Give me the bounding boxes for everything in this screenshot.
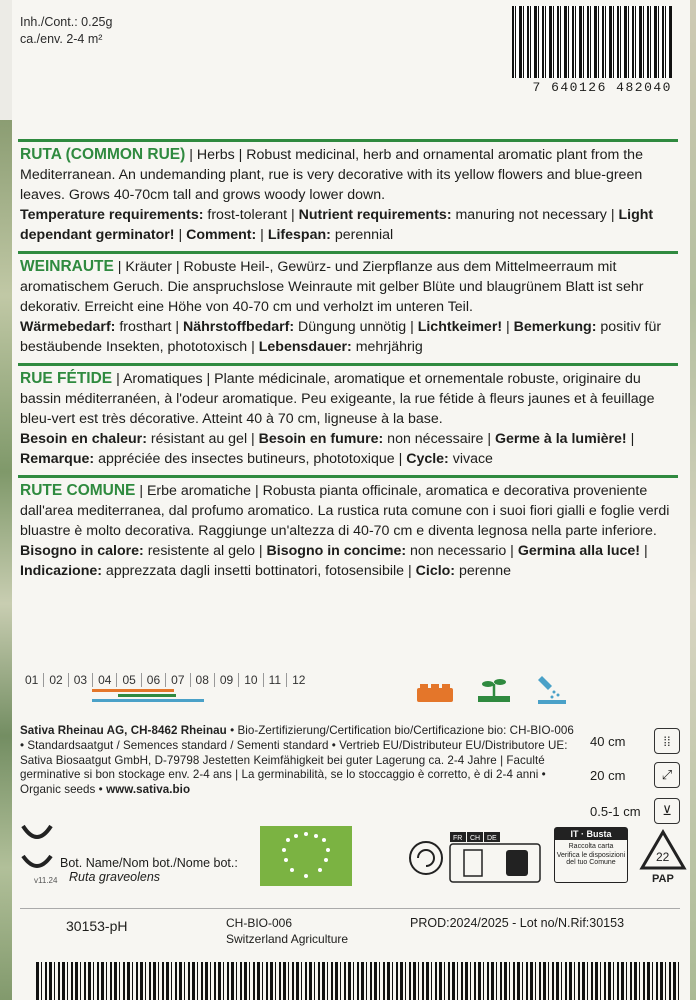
company-info — [20, 724, 576, 798]
row-spacing-icon: ⁞⁞ — [654, 728, 680, 754]
direct-sowing-icon — [532, 672, 572, 706]
light-label: Germina alla luce! — [517, 543, 641, 559]
month: 02 — [43, 673, 67, 687]
plant-spacing-icon: ⤢ — [654, 762, 680, 788]
seed-tray-icon — [415, 674, 455, 708]
spec-row-spacing — [590, 728, 680, 754]
lifespan-value: perennial — [330, 227, 394, 243]
country-de: DE — [487, 835, 497, 842]
section-german — [18, 251, 678, 363]
busta-line1: Raccolta carta — [568, 843, 614, 850]
planting-icon — [474, 672, 514, 706]
month: 05 — [116, 673, 140, 687]
variety-name: RUTA (COMMON RUE) — [20, 146, 186, 163]
lifespan-value: mehrjährig — [351, 339, 423, 355]
company-details: • Bio-Zertifizierung/Certification bio/Certificazione bio: CH-BIO-006 • Standardsaatgut / Semences standard / Sementi standard • Vertrieb EU/Distributeur EU/Distributore UE: Sativa Biosaatgut GmbH, D-79798 Jestetten Keimfähigkeit bei guter Lagerung ca. 2-4 Jahre | Faculté germinative si bon stockage env. 2-4 ans | La germinabilità, se lo stoccaggio è corretto, è di 2-4 anni • Organic seeds • — [20, 724, 574, 797]
version-code: v11.24 — [34, 876, 58, 885]
ean-number: 7 640126 482040 — [532, 80, 672, 95]
variety-intro: | Herbs | Robust medicinal, herb and ornamental aromatic plant from the Mediterranean. An undemanding plant, rue is very decorative with its yellow flowers and blue-green leaves. Grows 40-70cm tall and grows woody lower down. — [20, 147, 643, 203]
content-weight: Inh./Cont.: 0.25g — [20, 15, 113, 29]
nutrient-label: Bisogno in concime: — [266, 543, 407, 559]
section-french — [18, 363, 678, 475]
temp-label: Bisogno in calore: — [20, 543, 144, 559]
nutrient-value: Düngung unnötig | — [294, 319, 418, 335]
temp-label: Besoin en chaleur: — [20, 431, 147, 447]
lifespan-label: Cycle: — [406, 451, 449, 467]
temp-label: Wärmebedarf: — [20, 319, 116, 335]
coverage-area: ca./env. 2-4 m² — [20, 32, 103, 46]
section-italian — [18, 475, 678, 587]
variety-name: WEINRAUTE — [20, 258, 114, 275]
sativa-arc-icon — [20, 852, 54, 874]
temp-value: frosthart | — [115, 319, 183, 335]
light-label: Lichtkeimer! — [417, 319, 503, 335]
lifespan-value: vivace — [448, 451, 493, 467]
lifespan-label: Ciclo: — [415, 563, 456, 579]
comment-value: appréciée des insectes butineurs, phototoxique | — [94, 451, 407, 467]
temp-label: Temperature requirements: — [20, 207, 204, 223]
certification-block — [226, 915, 348, 947]
seed-packet-back — [12, 0, 690, 1000]
nutrient-value: manuring not necessary | — [451, 207, 619, 223]
eu-organic-leaf-icon — [260, 826, 352, 886]
month: 11 — [263, 673, 286, 687]
month: 12 — [286, 673, 310, 687]
description-sections — [18, 139, 678, 587]
triman-recycling-icon — [406, 828, 546, 884]
light-label: Light dependant germinator! — [20, 207, 654, 243]
sowing-tray-period-bar — [92, 689, 174, 692]
month: 04 — [92, 673, 116, 687]
spec-plant-spacing — [590, 762, 680, 788]
variety-name: RUE FÉTIDE — [20, 370, 113, 387]
company-website: www.sativa.bio — [106, 783, 191, 797]
month: 09 — [214, 673, 238, 687]
month: 08 — [190, 673, 214, 687]
variety-intro: | Erbe aromatiche | Robusta pianta officinale, aromatica e decorativa proveniente dall'area mediterranea, dal profumo aromatico. La rustica ruta comune con i suoi fiori gialli e foglie verdi bluastre è molto decorativa. Raggiunge un'altezza di 40-70 cm e diventa legnosa nella parte inferiore. — [20, 483, 670, 539]
busta-name: Busta — [586, 829, 612, 839]
direct-sowing-period-bar — [92, 699, 204, 702]
ean-barcode — [512, 6, 672, 95]
busta-it: IT — [570, 829, 579, 839]
sativa-arc-icon — [20, 822, 54, 846]
comment-value: positiv für bestäubende Insekten, phototoxisch | — [20, 319, 662, 355]
comment-value: apprezzata dagli insetti bottinatori, fotosensibile | — [101, 563, 416, 579]
sowing-depth-value: 0.5-1 cm — [590, 803, 641, 819]
nutrient-label: Nährstoffbedarf: — [182, 319, 295, 335]
sowing-depth-icon: ⊻ — [654, 798, 680, 824]
comment-label: Indicazione: — [20, 563, 102, 579]
package-content-info — [20, 14, 112, 48]
latin-name: Ruta graveolens — [69, 870, 161, 884]
certification-code: CH-BIO-006 — [226, 916, 293, 930]
article-number: 30153-pH — [66, 918, 128, 934]
country-ch: CH — [470, 835, 481, 842]
agriculture-origin: Switzerland Agriculture — [226, 932, 349, 946]
comment-label: Bemerkung: — [513, 319, 597, 335]
month-calendar — [20, 673, 310, 687]
botanical-label: Bot. Name/Nom bot./Nome bot.: — [60, 856, 238, 870]
italian-disposal-label — [554, 827, 628, 883]
plant-spacing-value: 20 cm — [590, 767, 626, 783]
nutrient-value: non nécessaire | — [383, 431, 495, 447]
variety-intro: | Kräuter | Robuste Heil-, Gewürz- und Zierpflanze aus dem Mittelmeerraum mit aromatischem Geruch. Die anspruchslose Weinraute mit gelber Blüte und blaugrünem Blatt ist sehr dekorativ. Erreicht eine Höhe von 40-70 cm und verholzt im unteren Teil. — [20, 259, 644, 315]
variety-intro: | Aromatiques | Plante médicinale, aromatique et ornementale robuste, originaire du bassin méditerranéen, à l'odeur aromatique. Peu exigeante, la rue fétide à fleurs jaunes et à feuillage bleu-vert est très décorative. Atteint 40 à 70 cm, ligneuse à la base. — [20, 371, 655, 427]
month: 01 — [25, 673, 39, 687]
temp-value: résistant au gel | — [146, 431, 259, 447]
nutrient-value: non necessario | — [406, 543, 518, 559]
light-label: Germe à la lumière! — [494, 431, 627, 447]
nutrient-label: Nutrient requirements: — [298, 207, 452, 223]
planting-period-bar — [118, 694, 176, 697]
pap-label: PAP — [652, 873, 674, 885]
month: 07 — [165, 673, 189, 687]
month: 06 — [141, 673, 165, 687]
light-value: | — [640, 543, 648, 559]
company-name: Sativa Rheinau AG, CH-8462 Rheinau — [20, 724, 227, 737]
country-fr: FR — [453, 835, 463, 842]
comment-label: Remarque: — [20, 451, 95, 467]
comment-value: | — [256, 227, 268, 243]
light-value: | — [502, 319, 514, 335]
busta-title: IT · Busta — [555, 828, 627, 840]
pap-number: 22 — [656, 850, 670, 864]
busta-line2: Verifica le disposizioni del tuo Comune — [556, 852, 626, 866]
light-value: | — [174, 227, 187, 243]
section-english — [18, 139, 678, 251]
temp-value: resistente al gelo | — [143, 543, 267, 559]
nutrient-label: Besoin en fumure: — [258, 431, 384, 447]
row-spacing-value: 40 cm — [590, 733, 626, 749]
light-value: | — [626, 431, 635, 447]
lifespan-label: Lifespan: — [267, 227, 331, 243]
comment-label: Comment: — [186, 227, 257, 243]
spec-sowing-depth — [590, 798, 680, 824]
lifespan-label: Lebensdauer: — [258, 339, 352, 355]
temp-value: frost-tolerant | — [203, 207, 299, 223]
production-lot: PROD:2024/2025 - Lot no/N.Rif:30153 — [410, 916, 625, 930]
lifespan-value: perenne — [455, 563, 512, 579]
month: 10 — [238, 673, 262, 687]
bottom-barcode — [36, 962, 681, 1000]
month: 03 — [68, 673, 92, 687]
pap-recycling-triangle-icon — [638, 828, 688, 886]
variety-name: RUTE COMUNE — [20, 482, 136, 499]
barcode-bars — [512, 6, 672, 78]
